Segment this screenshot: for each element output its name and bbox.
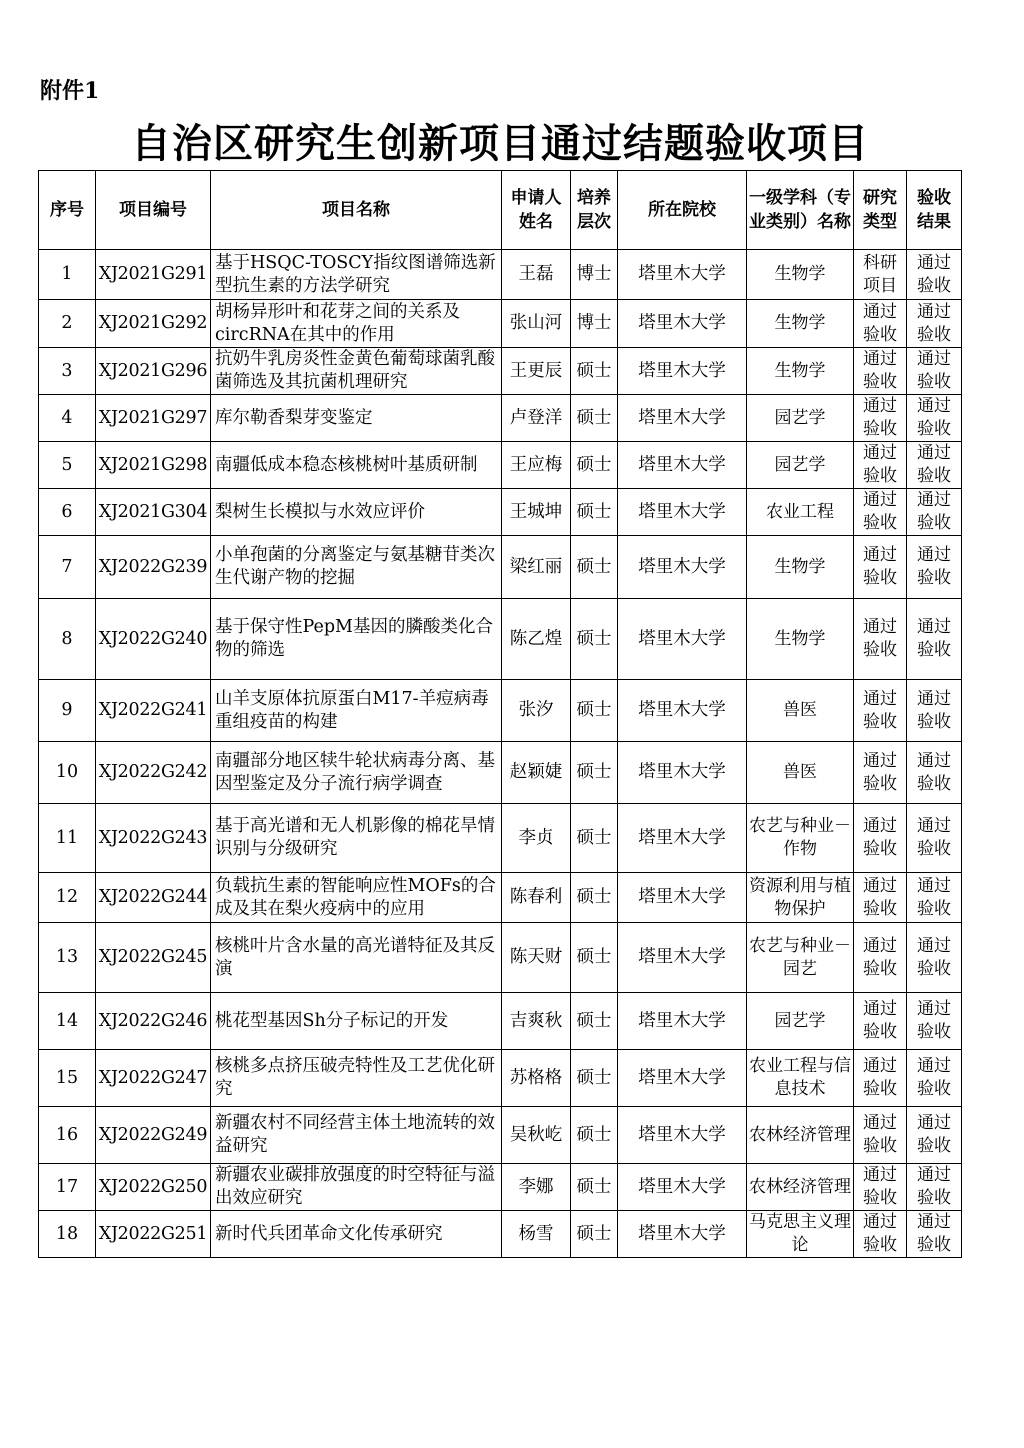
table-row: [39, 489, 962, 536]
header-type: 研究类型: [854, 171, 907, 250]
table-row: [39, 536, 962, 599]
cell-result: 通过验收: [907, 1107, 962, 1164]
cell-level: 硕士: [571, 1050, 618, 1107]
cell-code: XJ2021G298: [96, 442, 211, 489]
cell-applicant: 苏格格: [502, 1050, 571, 1107]
cell-discipline: 农林经济管理: [747, 1107, 854, 1164]
table-row: [39, 1050, 962, 1107]
cell-seq: 16: [39, 1107, 96, 1164]
cell-seq: 14: [39, 993, 96, 1050]
cell-level: 博士: [571, 300, 618, 348]
cell-applicant: 陈乙煌: [502, 599, 571, 680]
cell-seq: 8: [39, 599, 96, 680]
table-row: [39, 873, 962, 923]
cell-code: XJ2022G249: [96, 1107, 211, 1164]
cell-code: XJ2022G247: [96, 1050, 211, 1107]
cell-seq: 10: [39, 742, 96, 804]
cell-seq: 18: [39, 1211, 96, 1258]
cell-discipline: 园艺学: [747, 395, 854, 442]
table-row: [39, 742, 962, 804]
cell-seq: 7: [39, 536, 96, 599]
cell-type: 通过验收: [854, 680, 907, 742]
cell-code: XJ2021G292: [96, 300, 211, 348]
table-row: [39, 1164, 962, 1211]
cell-code: XJ2022G243: [96, 804, 211, 873]
cell-discipline: 生物学: [747, 536, 854, 599]
cell-discipline: 农林经济管理: [747, 1164, 854, 1211]
cell-discipline: 生物学: [747, 348, 854, 395]
cell-seq: 17: [39, 1164, 96, 1211]
table-row: [39, 993, 962, 1050]
header-level: 培养层次: [571, 171, 618, 250]
cell-applicant: 杨雪: [502, 1211, 571, 1258]
cell-project-name: 新疆农村不同经营主体土地流转的效益研究: [211, 1107, 502, 1164]
cell-type: 通过验收: [854, 1211, 907, 1258]
table-row: [39, 1211, 962, 1258]
table-row: [39, 442, 962, 489]
cell-discipline: 资源利用与植物保护: [747, 873, 854, 923]
cell-school: 塔里木大学: [618, 250, 747, 300]
cell-level: 硕士: [571, 1107, 618, 1164]
cell-seq: 1: [39, 250, 96, 300]
cell-school: 塔里木大学: [618, 599, 747, 680]
cell-type: 通过验收: [854, 804, 907, 873]
cell-level: 硕士: [571, 742, 618, 804]
cell-applicant: 王应梅: [502, 442, 571, 489]
table-header-row: [39, 171, 962, 250]
cell-seq: 6: [39, 489, 96, 536]
header-name: 项目名称: [211, 171, 502, 250]
table-row: [39, 300, 962, 348]
cell-school: 塔里木大学: [618, 680, 747, 742]
cell-school: 塔里木大学: [618, 489, 747, 536]
cell-result: 通过验收: [907, 804, 962, 873]
cell-applicant: 陈春利: [502, 873, 571, 923]
cell-project-name: 核桃多点挤压破壳特性及工艺优化研究: [211, 1050, 502, 1107]
cell-project-name: 新时代兵团革命文化传承研究: [211, 1211, 502, 1258]
table-row: [39, 804, 962, 873]
cell-type: 通过验收: [854, 993, 907, 1050]
cell-applicant: 王磊: [502, 250, 571, 300]
header-result: 验收结果: [907, 171, 962, 250]
cell-seq: 9: [39, 680, 96, 742]
cell-discipline: 农业工程与信息技术: [747, 1050, 854, 1107]
cell-discipline: 兽医: [747, 742, 854, 804]
cell-type: 通过验收: [854, 599, 907, 680]
cell-school: 塔里木大学: [618, 1211, 747, 1258]
cell-type: 通过验收: [854, 1107, 907, 1164]
cell-type: 通过验收: [854, 489, 907, 536]
cell-discipline: 兽医: [747, 680, 854, 742]
cell-code: XJ2022G239: [96, 536, 211, 599]
table-row: [39, 250, 962, 300]
cell-result: 通过验收: [907, 489, 962, 536]
cell-discipline: 农业工程: [747, 489, 854, 536]
cell-applicant: 卢登洋: [502, 395, 571, 442]
cell-type: 通过验收: [854, 923, 907, 993]
cell-code: XJ2021G304: [96, 489, 211, 536]
cell-project-name: 核桃叶片含水量的高光谱特征及其反演: [211, 923, 502, 993]
cell-applicant: 吉爽秋: [502, 993, 571, 1050]
cell-result: 通过验收: [907, 742, 962, 804]
cell-school: 塔里木大学: [618, 348, 747, 395]
cell-applicant: 李贞: [502, 804, 571, 873]
cell-level: 硕士: [571, 489, 618, 536]
cell-discipline: 农艺与种业－园艺: [747, 923, 854, 993]
cell-seq: 15: [39, 1050, 96, 1107]
table-row: [39, 1107, 962, 1164]
attachment-label: 附件1: [40, 78, 100, 104]
cell-level: 硕士: [571, 1211, 618, 1258]
cell-result: 通过验收: [907, 250, 962, 300]
cell-type: 通过验收: [854, 348, 907, 395]
cell-applicant: 梁红丽: [502, 536, 571, 599]
cell-level: 硕士: [571, 599, 618, 680]
cell-project-name: 负载抗生素的智能响应性MOFs的合成及其在梨火疫病中的应用: [211, 873, 502, 923]
cell-result: 通过验收: [907, 599, 962, 680]
cell-discipline: 生物学: [747, 300, 854, 348]
cell-discipline: 农艺与种业－作物: [747, 804, 854, 873]
cell-project-name: 梨树生长模拟与水效应评价: [211, 489, 502, 536]
cell-school: 塔里木大学: [618, 442, 747, 489]
table-row: [39, 599, 962, 680]
cell-school: 塔里木大学: [618, 742, 747, 804]
cell-school: 塔里木大学: [618, 1050, 747, 1107]
cell-seq: 2: [39, 300, 96, 348]
cell-result: 通过验收: [907, 536, 962, 599]
cell-school: 塔里木大学: [618, 873, 747, 923]
cell-seq: 4: [39, 395, 96, 442]
cell-seq: 12: [39, 873, 96, 923]
header-applicant: 申请人姓名: [502, 171, 571, 250]
cell-result: 通过验收: [907, 300, 962, 348]
cell-school: 塔里木大学: [618, 1164, 747, 1211]
header-school: 所在院校: [618, 171, 747, 250]
cell-level: 硕士: [571, 873, 618, 923]
cell-result: 通过验收: [907, 873, 962, 923]
table-row: [39, 923, 962, 993]
cell-applicant: 吴秋屹: [502, 1107, 571, 1164]
cell-applicant: 李娜: [502, 1164, 571, 1211]
cell-school: 塔里木大学: [618, 993, 747, 1050]
cell-result: 通过验收: [907, 1050, 962, 1107]
cell-discipline: 马克思主义理论: [747, 1211, 854, 1258]
cell-applicant: 王城坤: [502, 489, 571, 536]
cell-level: 硕士: [571, 993, 618, 1050]
cell-code: XJ2022G242: [96, 742, 211, 804]
cell-type: 通过验收: [854, 442, 907, 489]
cell-type: 通过验收: [854, 873, 907, 923]
cell-code: XJ2021G296: [96, 348, 211, 395]
cell-project-name: 胡杨异形叶和花芽之间的关系及circRNA在其中的作用: [211, 300, 502, 348]
cell-project-name: 桃花型基因Sh分子标记的开发: [211, 993, 502, 1050]
cell-school: 塔里木大学: [618, 536, 747, 599]
cell-level: 硕士: [571, 1164, 618, 1211]
cell-seq: 11: [39, 804, 96, 873]
cell-project-name: 基于保守性PepM基因的膦酸类化合物的筛选: [211, 599, 502, 680]
cell-seq: 3: [39, 348, 96, 395]
cell-result: 通过验收: [907, 442, 962, 489]
cell-project-name: 库尔勒香梨芽变鉴定: [211, 395, 502, 442]
header-code: 项目编号: [96, 171, 211, 250]
cell-project-name: 新疆农业碳排放强度的时空特征与溢出效应研究: [211, 1164, 502, 1211]
cell-school: 塔里木大学: [618, 804, 747, 873]
cell-type: 通过验收: [854, 742, 907, 804]
cell-type: 通过验收: [854, 300, 907, 348]
cell-result: 通过验收: [907, 1164, 962, 1211]
projects-table: [38, 170, 962, 1258]
cell-level: 博士: [571, 250, 618, 300]
table-row: [39, 348, 962, 395]
cell-code: XJ2021G297: [96, 395, 211, 442]
cell-result: 通过验收: [907, 395, 962, 442]
cell-discipline: 园艺学: [747, 993, 854, 1050]
cell-project-name: 山羊支原体抗原蛋白M17-羊痘病毒重组疫苗的构建: [211, 680, 502, 742]
cell-school: 塔里木大学: [618, 300, 747, 348]
cell-school: 塔里木大学: [618, 923, 747, 993]
cell-code: XJ2022G251: [96, 1211, 211, 1258]
cell-level: 硕士: [571, 348, 618, 395]
cell-result: 通过验收: [907, 923, 962, 993]
cell-school: 塔里木大学: [618, 395, 747, 442]
cell-result: 通过验收: [907, 680, 962, 742]
cell-code: XJ2022G245: [96, 923, 211, 993]
cell-discipline: 生物学: [747, 599, 854, 680]
cell-applicant: 赵颖婕: [502, 742, 571, 804]
cell-type: 通过验收: [854, 1164, 907, 1211]
cell-type: 通过验收: [854, 395, 907, 442]
cell-project-name: 抗奶牛乳房炎性金黄色葡萄球菌乳酸菌筛选及其抗菌机理研究: [211, 348, 502, 395]
cell-code: XJ2022G246: [96, 993, 211, 1050]
table-row: [39, 395, 962, 442]
cell-project-name: 小单孢菌的分离鉴定与氨基糖苷类次生代谢产物的挖掘: [211, 536, 502, 599]
cell-applicant: 陈天财: [502, 923, 571, 993]
cell-code: XJ2021G291: [96, 250, 211, 300]
cell-code: XJ2022G244: [96, 873, 211, 923]
cell-level: 硕士: [571, 395, 618, 442]
cell-code: XJ2022G250: [96, 1164, 211, 1211]
cell-level: 硕士: [571, 442, 618, 489]
cell-discipline: 园艺学: [747, 442, 854, 489]
cell-project-name: 南疆低成本稳态核桃树叶基质研制: [211, 442, 502, 489]
cell-level: 硕士: [571, 680, 618, 742]
cell-result: 通过验收: [907, 348, 962, 395]
cell-applicant: 王更辰: [502, 348, 571, 395]
cell-result: 通过验收: [907, 993, 962, 1050]
cell-project-name: 基于高光谱和无人机影像的棉花旱情识别与分级研究: [211, 804, 502, 873]
cell-project-name: 基于HSQC-TOSCY指纹图谱筛选新型抗生素的方法学研究: [211, 250, 502, 300]
page-title: 自治区研究生创新项目通过结题验收项目: [131, 120, 869, 167]
cell-type: 通过验收: [854, 536, 907, 599]
table-row: [39, 680, 962, 742]
cell-discipline: 生物学: [747, 250, 854, 300]
cell-school: 塔里木大学: [618, 1107, 747, 1164]
cell-applicant: 张汐: [502, 680, 571, 742]
cell-type: 科研项目: [854, 250, 907, 300]
cell-result: 通过验收: [907, 1211, 962, 1258]
cell-seq: 13: [39, 923, 96, 993]
header-discipline: 一级学科（专业类别）名称: [747, 171, 854, 250]
header-seq: 序号: [39, 171, 96, 250]
cell-applicant: 张山河: [502, 300, 571, 348]
cell-level: 硕士: [571, 804, 618, 873]
cell-seq: 5: [39, 442, 96, 489]
cell-code: XJ2022G241: [96, 680, 211, 742]
cell-code: XJ2022G240: [96, 599, 211, 680]
cell-level: 硕士: [571, 923, 618, 993]
cell-level: 硕士: [571, 536, 618, 599]
cell-type: 通过验收: [854, 1050, 907, 1107]
cell-project-name: 南疆部分地区犊牛轮状病毒分离、基因型鉴定及分子流行病学调查: [211, 742, 502, 804]
